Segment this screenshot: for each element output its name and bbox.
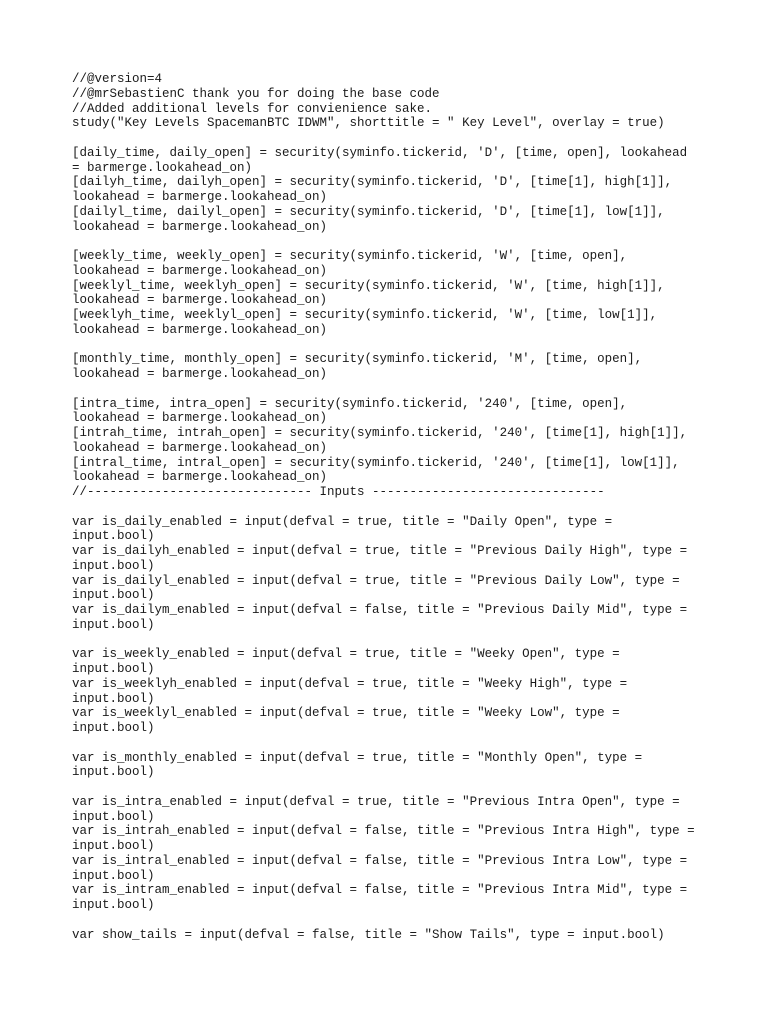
code-line: var is_dailym_enabled = input(defval = false, title = "Previous Daily Mid", type = bbox=[72, 603, 688, 617]
code-line: input.bool) bbox=[72, 558, 155, 573]
code-line: [weeklyl_time, weeklyh_open] = security(syminfo.tickerid, 'W', [time, high[1]], bbox=[72, 278, 665, 293]
code-line: var is_weeklyh_enabled = input(defval = true, title = "Weeky High", type = bbox=[72, 676, 628, 691]
code-line: input.bool) bbox=[72, 529, 155, 544]
code-line: [weeklyh_time, weeklyl_open] = security(syminfo.tickerid, 'W', [time, low[1]], bbox=[72, 308, 658, 322]
code-line: lookahead = barmerge.lookahead_on) bbox=[72, 470, 328, 485]
code-line: var is_intral_enabled = input(defval = false, title = "Previous Intra Low", type = bbox=[72, 853, 688, 868]
code-line: var is_daily_enabled = input(defval = true, title = "Daily Open", type = bbox=[72, 514, 613, 529]
code-line: lookahead = barmerge.lookahead_on) bbox=[72, 263, 328, 278]
code-line: lookahead = barmerge.lookahead_on) bbox=[72, 293, 328, 308]
code-line: input.bool) bbox=[72, 588, 155, 603]
code-line bbox=[72, 382, 712, 397]
code-line: input.bool) bbox=[72, 765, 155, 780]
code-line: var is_weekly_enabled = input(defval = true, title = "Weeky Open", type = bbox=[72, 647, 620, 662]
code-line: lookahead = barmerge.lookahead_on) bbox=[72, 440, 328, 455]
code-line: input.bool) bbox=[72, 617, 155, 632]
code-line bbox=[72, 633, 712, 648]
code-line: var is_monthly_enabled = input(defval = true, title = "Monthly Open", type = bbox=[72, 750, 643, 765]
code-line: lookahead = barmerge.lookahead_on) bbox=[72, 322, 328, 337]
code-line: study("Key Levels SpacemanBTC IDWM", shorttitle = " Key Level", overlay = true) bbox=[72, 116, 665, 131]
code-line: lookahead = barmerge.lookahead_on) bbox=[72, 219, 328, 234]
code-line bbox=[72, 913, 712, 928]
code-line bbox=[72, 780, 712, 795]
code-line: //Added additional levels for convienience sake. bbox=[72, 101, 433, 116]
code-line: //------------------------------ Inputs ------------------------------- bbox=[72, 485, 605, 499]
code-line: input.bool) bbox=[72, 868, 155, 883]
code-line: lookahead = barmerge.lookahead_on) bbox=[72, 411, 328, 426]
code-line: var is_intram_enabled = input(defval = false, title = "Previous Intra Mid", type = bbox=[72, 883, 688, 898]
code-line: [dailyh_time, dailyh_open] = security(syminfo.tickerid, 'D', [time[1], high[1]], bbox=[72, 175, 673, 190]
code-line bbox=[72, 234, 712, 249]
code-line: var is_intra_enabled = input(defval = true, title = "Previous Intra Open", type = bbox=[72, 794, 680, 809]
code-line: input.bool) bbox=[72, 839, 155, 853]
code-line: var is_dailyh_enabled = input(defval = true, title = "Previous Daily High", type = bbox=[72, 544, 688, 558]
code-line: input.bool) bbox=[72, 898, 155, 912]
code-line: [intral_time, intral_open] = security(syminfo.tickerid, '240', [time[1], low[1]], bbox=[72, 455, 680, 470]
code-line: input.bool) bbox=[72, 809, 155, 824]
code-line: //@mrSebastienC thank you for doing the base code bbox=[72, 86, 440, 101]
code-line: [daily_time, daily_open] = security(syminfo.tickerid, 'D', [time, open], lookahead bbox=[72, 145, 688, 160]
code-line: input.bool) bbox=[72, 721, 155, 735]
code-block bbox=[72, 72, 712, 942]
code-line: //@version=4 bbox=[72, 72, 163, 86]
code-line: var show_tails = input(defval = false, title = "Show Tails", type = input.bool) bbox=[72, 927, 665, 942]
code-line bbox=[72, 736, 712, 751]
code-line: [weekly_time, weekly_open] = security(syminfo.tickerid, 'W', [time, open], bbox=[72, 249, 628, 263]
code-line: var is_weeklyl_enabled = input(defval = true, title = "Weeky Low", type = bbox=[72, 706, 620, 721]
code-line: input.bool) bbox=[72, 662, 155, 676]
code-line bbox=[72, 338, 712, 353]
code-line: var is_intrah_enabled = input(defval = false, title = "Previous Intra High", type = bbox=[72, 824, 695, 839]
code-line: lookahead = barmerge.lookahead_on) bbox=[72, 367, 328, 381]
code-line: [intra_time, intra_open] = security(syminfo.tickerid, '240', [time, open], bbox=[72, 396, 628, 411]
code-line bbox=[72, 500, 712, 515]
code-line: [intrah_time, intrah_open] = security(syminfo.tickerid, '240', [time[1], high[1]], bbox=[72, 426, 688, 440]
code-line: input.bool) bbox=[72, 691, 155, 706]
code-line bbox=[72, 131, 712, 146]
code-line: lookahead = barmerge.lookahead_on) bbox=[72, 190, 328, 204]
code-line: var is_dailyl_enabled = input(defval = true, title = "Previous Daily Low", type = bbox=[72, 573, 680, 588]
code-line: [monthly_time, monthly_open] = security(syminfo.tickerid, 'M', [time, open], bbox=[72, 352, 643, 367]
code-line: = barmerge.lookahead_on) bbox=[72, 160, 253, 175]
code-line: [dailyl_time, dailyl_open] = security(syminfo.tickerid, 'D', [time[1], low[1]], bbox=[72, 204, 665, 219]
